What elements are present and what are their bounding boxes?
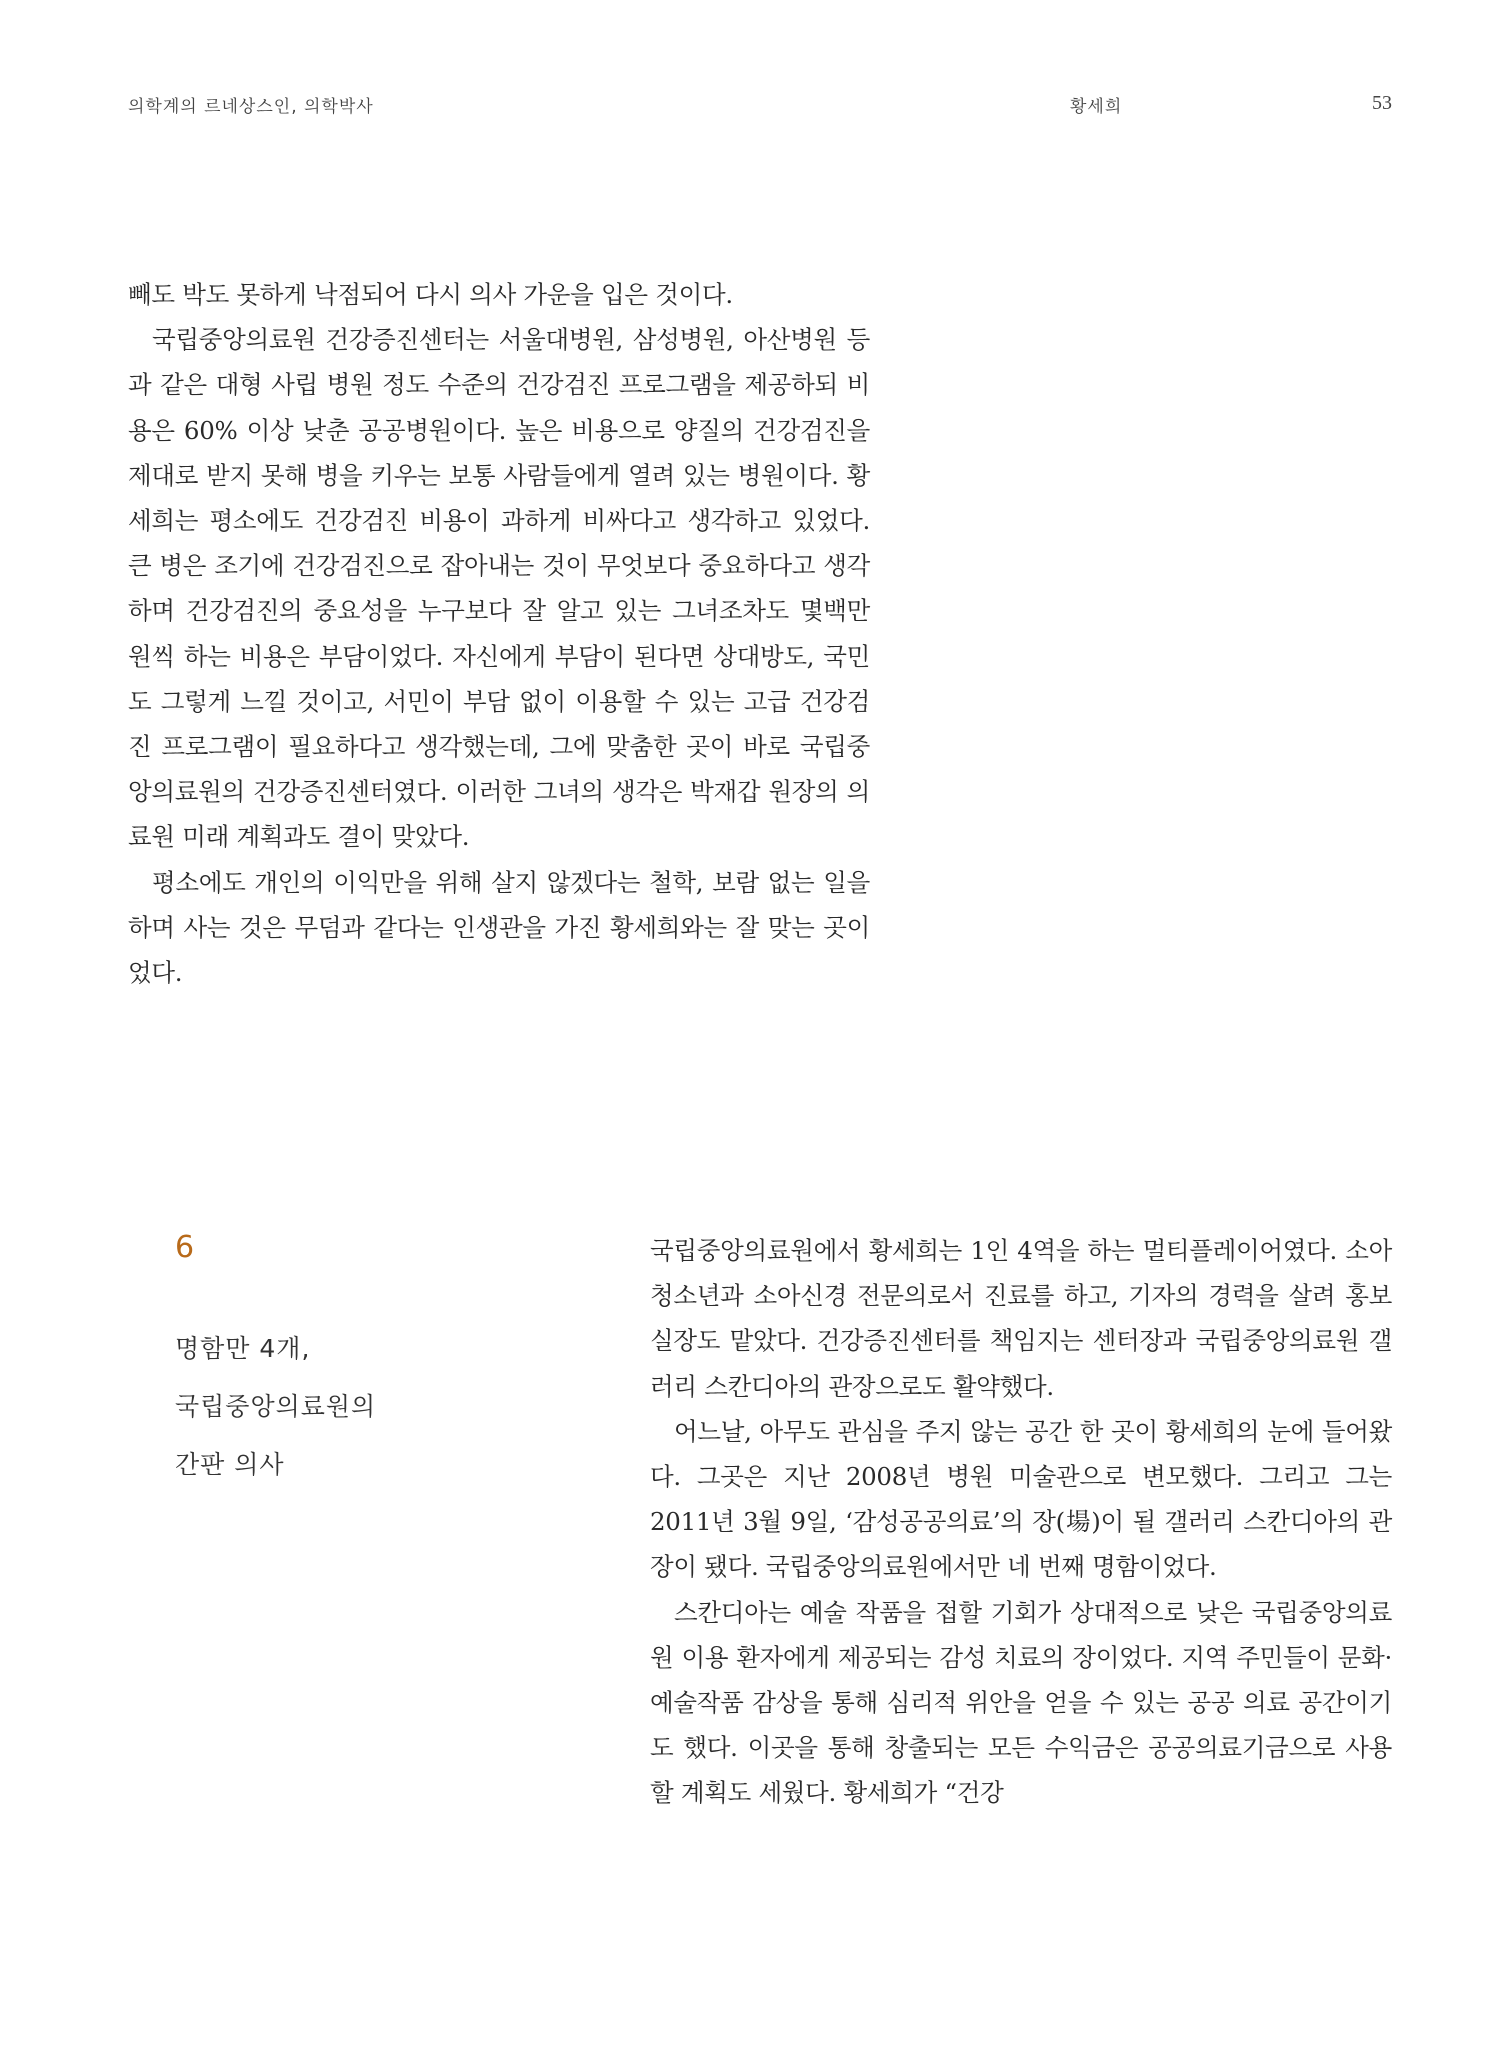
section-title-line: 국립중앙의료원의: [175, 1392, 377, 1421]
paragraph: 국립중앙의료원에서 황세희는 1인 4역을 하는 멀티플레이어였다. 소아청소년과 소아신경 전문의로서 진료를 하고, 기자의 경력을 살려 홍보실장도 맡았다. 건강증진센터를 책임지는 센터장과 국립중앙의료원 갤러리 스칸디아의 관장으로도 활약했다.: [650, 1236, 1392, 1401]
running-header-chapter-name: 황세희: [1070, 97, 1123, 117]
paragraph: 국립중앙의료원 건강증진센터는 서울대병원, 삼성병원, 아산병원 등과 같은 대형 사립 병원 정도 수준의 건강검진 프로그램을 제공하되 비용은 60% 이상 낮춘 공공병원이다. 높은 비용으로 양질의 건강검진을 제대로 받지 못해 병을 키우는 보통 사람들에게 열려 있는 병원이다. 황세희는 평소에도 건강검진 비용이 과하게 비싸다고 생각하고 있었다. 큰 병은 조기에 건강검진으로 잡아내는 것이 무엇보다 중요하다고 생각하며 건강검진의 중요성을 누구보다 잘 알고 있는 그녀조차도 몇백만 원씩 하는 비용은 부담이었다. 자신에게 부담이 된다면 상대방도, 국민도 그렇게 느낄 것이고, 서민이 부담 없이 이용할 수 있는 고급 건강검진 프로그램이 필요하다고 생각했는데, 그에 맞춤한 곳이 바로 국립중앙의료원의 건강증진센터였다. 이러한 그녀의 생각은 박재갑 원장의 의료원 미래 계획과도 결이 맞았다.: [128, 325, 870, 852]
paragraph: 스칸디아는 예술 작품을 접할 기회가 상대적으로 낮은 국립중앙의료원 이용 환자에게 제공되는 감성 치료의 장이었다. 지역 주민들이 문화·예술작품 감상을 통해 심리적 위안을 얻을 수 있는 공공 의료 공간이기도 했다. 이곳을 통해 창출되는 모든 수익금은 공공의료기금으로 사용할 계획도 세웠다. 황세희가 “건강: [650, 1597, 1392, 1808]
main-body-text: [128, 272, 870, 995]
page-number: 53: [1372, 92, 1392, 114]
paragraph: 어느날, 아무도 관심을 주지 않는 공간 한 곳이 황세희의 눈에 들어왔다. 그곳은 지난 2008년 병원 미술관으로 변모했다. 그리고 그는 2011년 3월 9일, ‘감성공공의료’의 장(場)이 될 갤러리 스칸디아의 관장이 됐다. 국립중앙의료원에서만 네 번째 명함이었다.: [650, 1416, 1392, 1582]
section-title-line: 간판 의사: [175, 1450, 285, 1479]
running-header-book-title: 의학계의 르네상스인, 의학박사: [128, 97, 374, 117]
section-title-line: 명함만 4개,: [175, 1334, 311, 1363]
section-body-text: [650, 1228, 1392, 1816]
paragraph: 빼도 박도 못하게 낙점되어 다시 의사 가운을 입은 것이다.: [128, 280, 733, 309]
section-number: 6: [175, 1230, 195, 1265]
paragraph: 평소에도 개인의 이익만을 위해 살지 않겠다는 철학, 보람 없는 일을 하며 사는 것은 무덤과 같다는 인생관을 가진 황세희와는 잘 맞는 곳이었다.: [128, 867, 870, 988]
section-title: [175, 1320, 376, 1494]
